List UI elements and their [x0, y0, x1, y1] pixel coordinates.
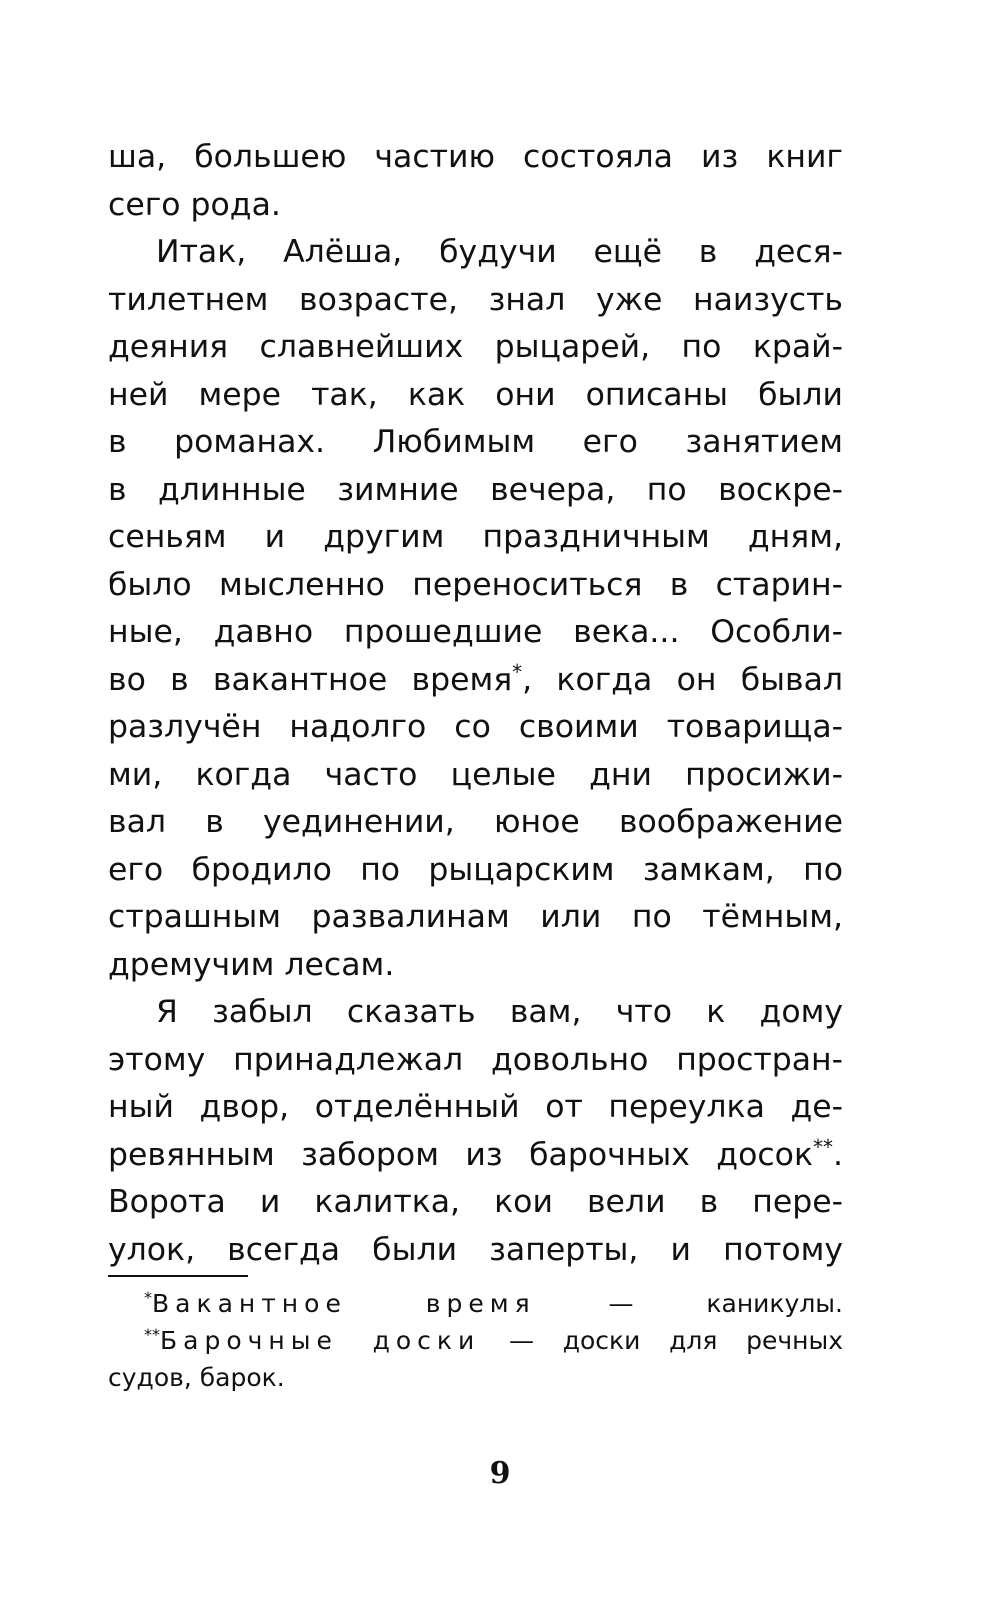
- text-line: Ворота и калитка, кои вели в пере-: [108, 1184, 843, 1220]
- text-line: сеньям и другим праздничным дням,: [108, 519, 843, 555]
- text-line: дремучим лесам.: [108, 946, 395, 983]
- text-line: Я забыл сказать вам, что к дому: [156, 994, 843, 1030]
- text-line: вал в уединении, юное воображение: [108, 804, 843, 840]
- footnote: [108, 1285, 843, 1322]
- text-line: ный двор, отделённый от переулка де-: [108, 1089, 843, 1125]
- text-line: улок, всегда были заперты, и потому: [108, 1231, 843, 1268]
- text-line: сего рода.: [108, 186, 281, 223]
- text-line: этому принадлежал довольно простран-: [108, 1041, 843, 1078]
- footnote-marker: **: [144, 1325, 160, 1344]
- footnote-marker: *: [512, 659, 523, 684]
- footnote-divider: [108, 1275, 248, 1277]
- text-fragment: .: [832, 1136, 843, 1173]
- text-line: Итак, Алёша, будучи ещё в деся-: [156, 234, 843, 270]
- footnotes: [108, 1285, 843, 1396]
- text-line: [108, 657, 843, 705]
- text-line: ней мере так, как они описаны были: [108, 376, 843, 413]
- text-line: тилетнем возрасте, знал уже наизусть: [108, 281, 843, 318]
- text-line: ша, большею частию состояла из книг: [108, 139, 843, 175]
- text-line: его бродило по рыцарским замкам, по: [108, 851, 843, 888]
- footnote-definition: — каникулы.: [608, 1289, 843, 1318]
- body-text: [108, 134, 843, 1274]
- text-line: в длинные зимние вечера, по воскре-: [108, 471, 843, 508]
- text-line: в романах. Любимым его занятием: [108, 424, 843, 460]
- footnote-term: Барочные доски: [160, 1326, 481, 1355]
- footnote-term: Вакантное время: [152, 1289, 536, 1318]
- text-line: деяния славнейших рыцарей, по край-: [108, 329, 843, 365]
- text-line: [108, 1132, 843, 1180]
- text-line: страшным развалинам или по тёмным,: [108, 899, 843, 935]
- footnote-continuation: судов, барок.: [108, 1363, 285, 1392]
- page-number: 9: [489, 1456, 511, 1491]
- text-fragment: во в вакантное время: [108, 661, 513, 698]
- footnote-definition: — доски для речных: [508, 1326, 843, 1355]
- text-line: разлучён надолго со своими товарища-: [108, 709, 843, 745]
- text-line: ные, давно прошедшие века... Особли-: [108, 614, 843, 650]
- footnote: [108, 1322, 843, 1359]
- footnote-marker: **: [812, 1134, 833, 1159]
- text-fragment: ревянным забором из барочных досок: [108, 1136, 813, 1173]
- footnote-marker: *: [144, 1288, 152, 1307]
- text-line: ми, когда часто целые дни просижи-: [108, 756, 843, 793]
- text-fragment: , когда он бывал: [522, 661, 843, 698]
- text-line: было мысленно переноситься в старин-: [108, 566, 843, 603]
